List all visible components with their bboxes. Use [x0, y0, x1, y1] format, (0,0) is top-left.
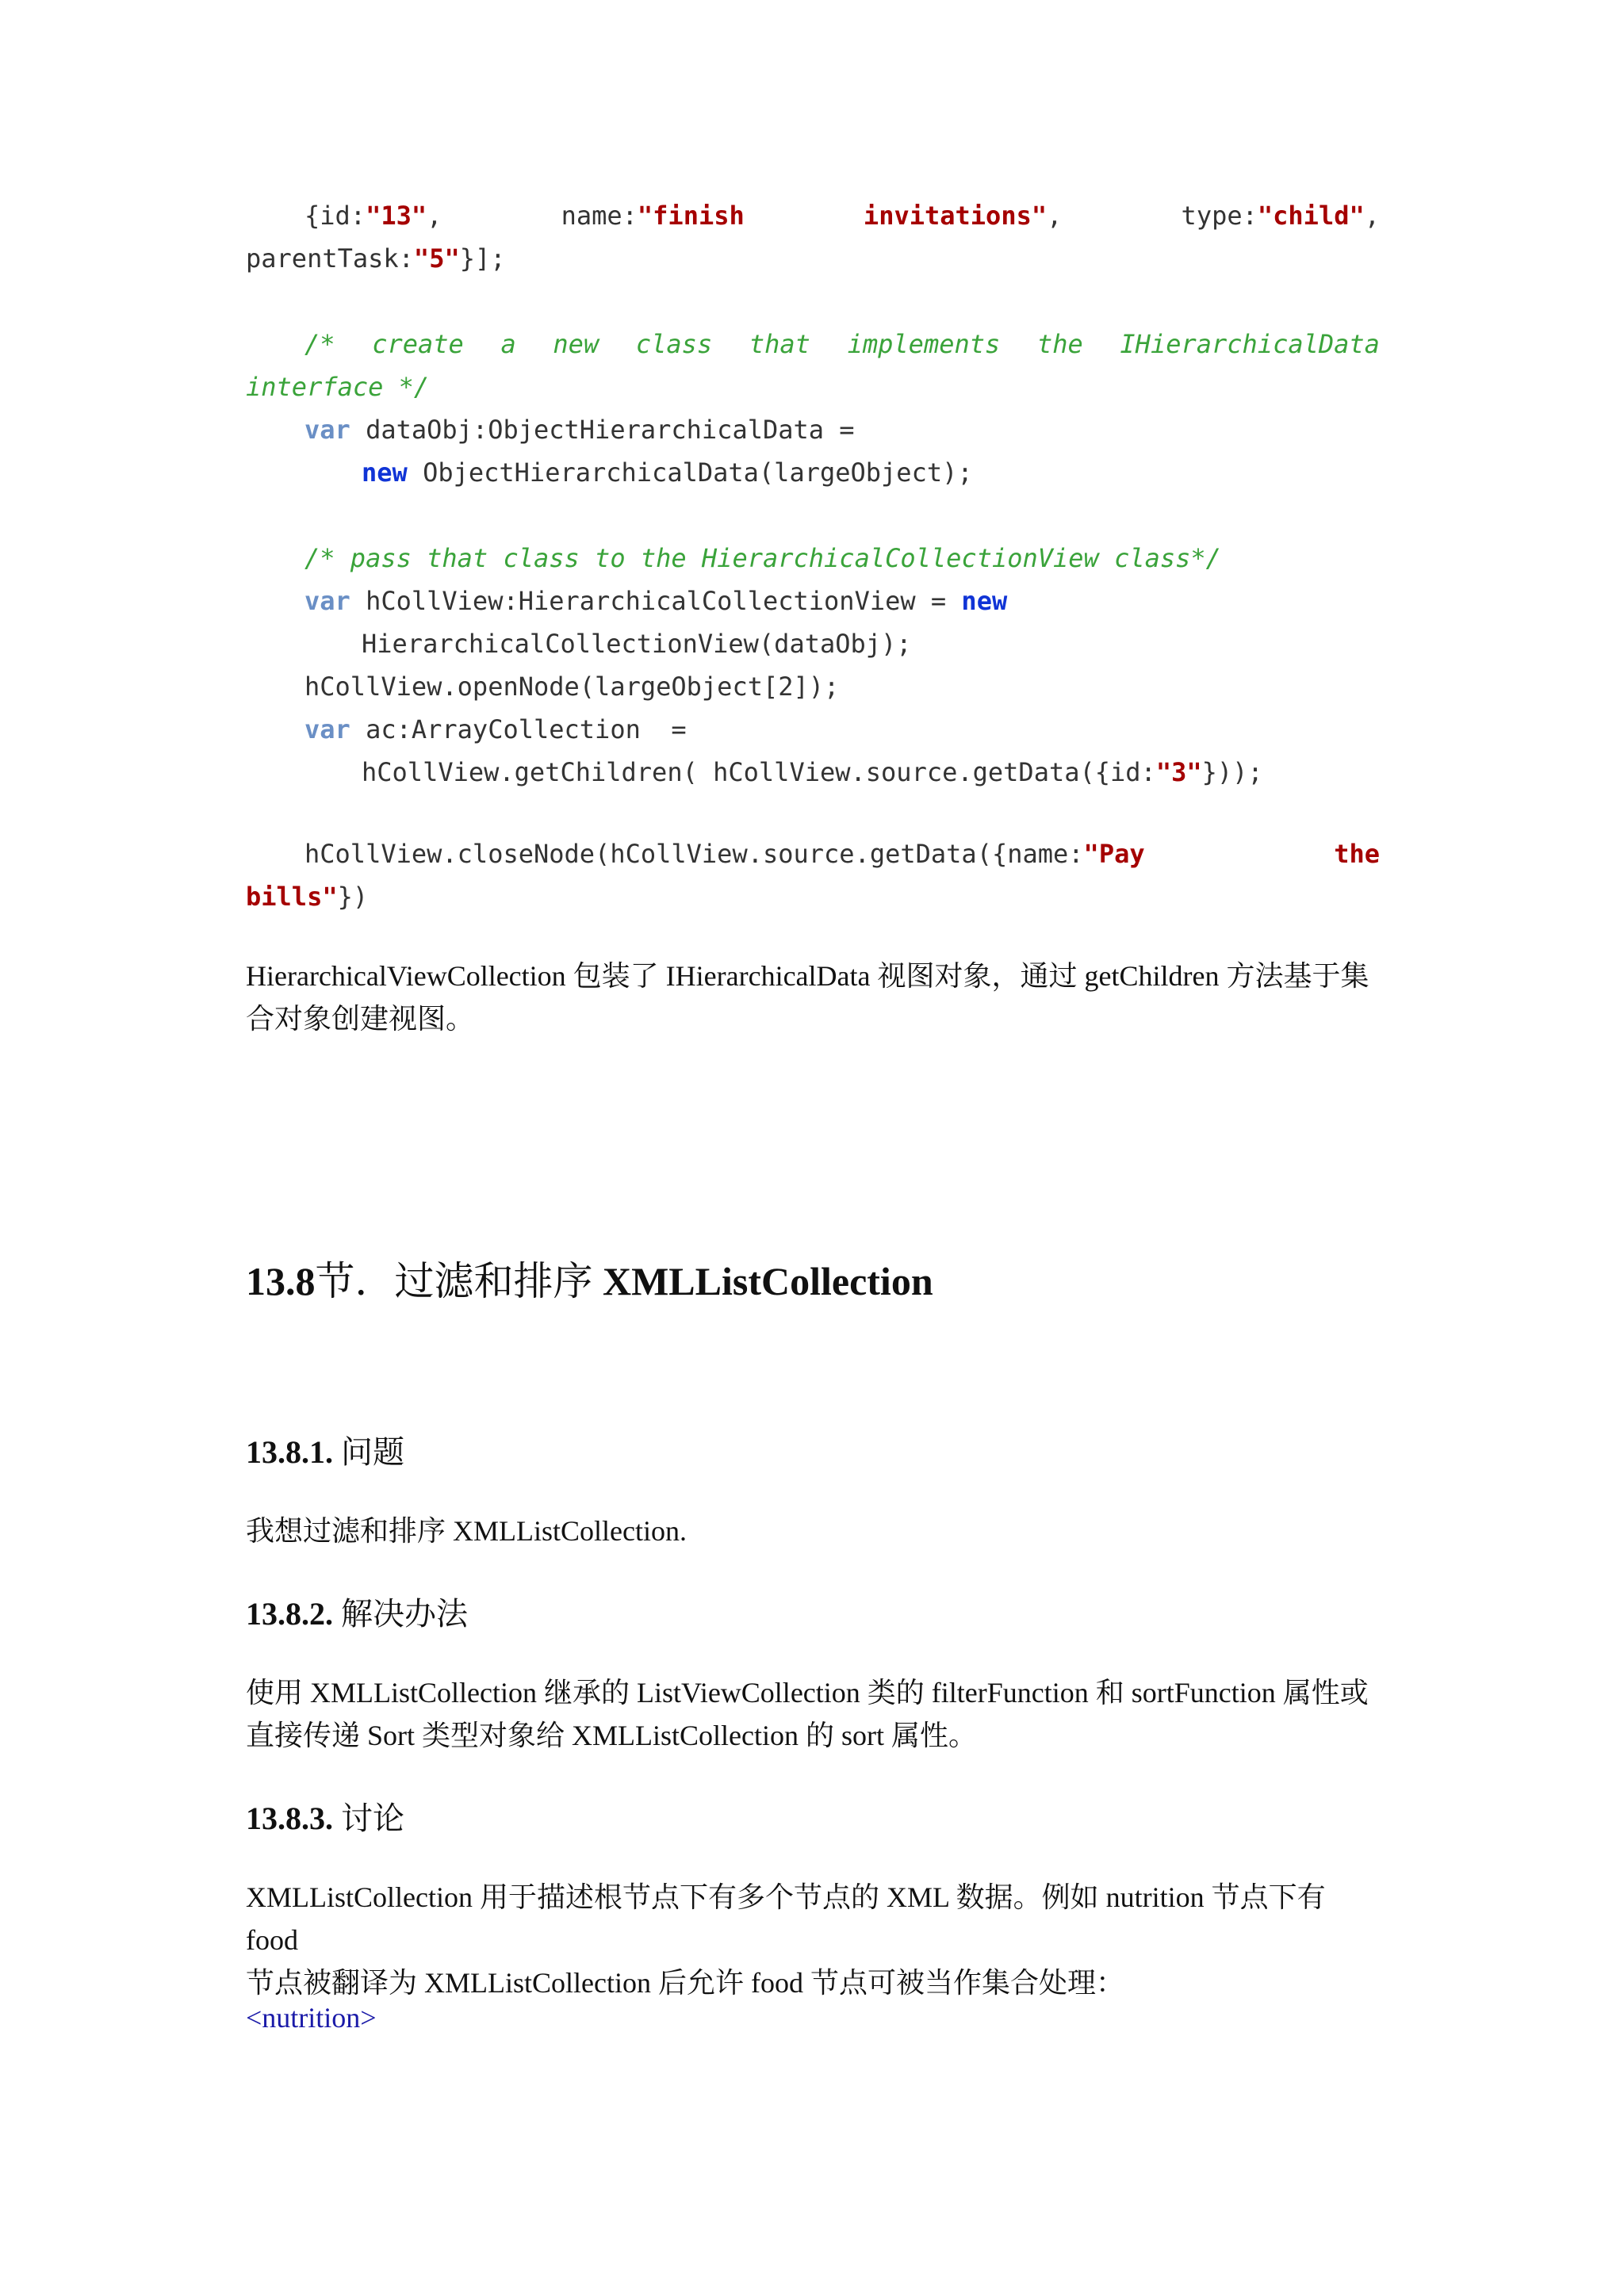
- code-string: the: [1334, 839, 1380, 869]
- code-line-9: hCollView.getChildren( hCollView.source.getData({id:"3"}));: [362, 757, 1263, 787]
- code-token: type:: [1181, 201, 1258, 231]
- code-token: ,: [427, 201, 442, 231]
- code-line-10: hCollView.closeNode(hCollView.source.getData({name:"Pay the: [246, 832, 1380, 875]
- code-line-2: parentTask:"5"}];: [246, 243, 506, 274]
- xml-nutrition-tag: <nutrition>: [246, 2002, 377, 2034]
- code-string: invitations": [863, 201, 1048, 231]
- code-comment-1-cont: interface */: [246, 372, 430, 402]
- code-token: ,: [1364, 201, 1380, 231]
- paragraph-solution: 使用 XMLListCollection 继承的 ListViewCollection 类的 filterFunction 和 sortFunction 属性或 直接传递 Sort 类型对象给 XMLListCollection 的 sort 属性。: [246, 1677, 1369, 1751]
- code-line-11: bills"}): [246, 882, 369, 912]
- code-keyword: new: [362, 457, 408, 488]
- code-line-7: hCollView.openNode(largeObject[2]);: [304, 672, 840, 702]
- code-line-3: var dataObj:ObjectHierarchicalData =: [304, 415, 855, 445]
- code-line-6: HierarchicalCollectionView(dataObj);: [362, 629, 912, 659]
- paragraph-hierarchical-view: HierarchicalViewCollection 包装了 IHierarchicalData 视图对象，通过 getChildren 方法基于集 合对象创建视图。: [246, 960, 1369, 1035]
- code-line-1: [246, 194, 1380, 237]
- subsection-heading-solution: 13.8.2. 解决办法: [246, 1596, 468, 1632]
- paragraph-problem: 我想过滤和排序 XMLListCollection.: [246, 1515, 687, 1547]
- subsection-heading-discussion: 13.8.3. 讨论: [246, 1800, 404, 1836]
- code-keyword: var: [304, 415, 350, 445]
- code-token: ,: [1047, 201, 1063, 231]
- subsection-heading-problem: 13.8.1. 问题: [246, 1434, 404, 1470]
- code-string: "3": [1155, 757, 1202, 787]
- code-string: "5": [413, 243, 460, 274]
- code-line-8: var ac:ArrayCollection =: [304, 714, 687, 744]
- code-token: {id:: [304, 201, 366, 231]
- section-heading: 13.8节．过滤和排序 XMLListCollection: [246, 1259, 933, 1303]
- code-string: "finish: [637, 201, 745, 231]
- code-comment-2: /* pass that class to the HierarchicalCollectionView class*/: [304, 543, 1221, 573]
- code-keyword: var: [304, 586, 350, 616]
- code-string: "Pay: [1083, 839, 1145, 869]
- code-string: bills": [246, 882, 338, 912]
- code-keyword: var: [304, 714, 350, 744]
- code-string: "13": [366, 201, 427, 231]
- code-keyword: new: [961, 586, 1008, 616]
- code-line-4: new ObjectHierarchicalData(largeObject);: [362, 457, 973, 488]
- code-comment-1: /* create a new class that implements the IHierarchicalData: [304, 329, 1380, 359]
- code-token: name:: [561, 201, 638, 231]
- code-line-5: var hCollView:HierarchicalCollectionView = new: [304, 586, 1008, 616]
- paragraph-discussion: XMLListCollection 用于描述根节点下有多个节点的 XML 数据。例如 nutrition 节点下有 food 节点被翻译为 XMLListCollection 后允许 food 节点可被当作集合处理：: [246, 1881, 1326, 1999]
- code-string: "child": [1257, 201, 1365, 231]
